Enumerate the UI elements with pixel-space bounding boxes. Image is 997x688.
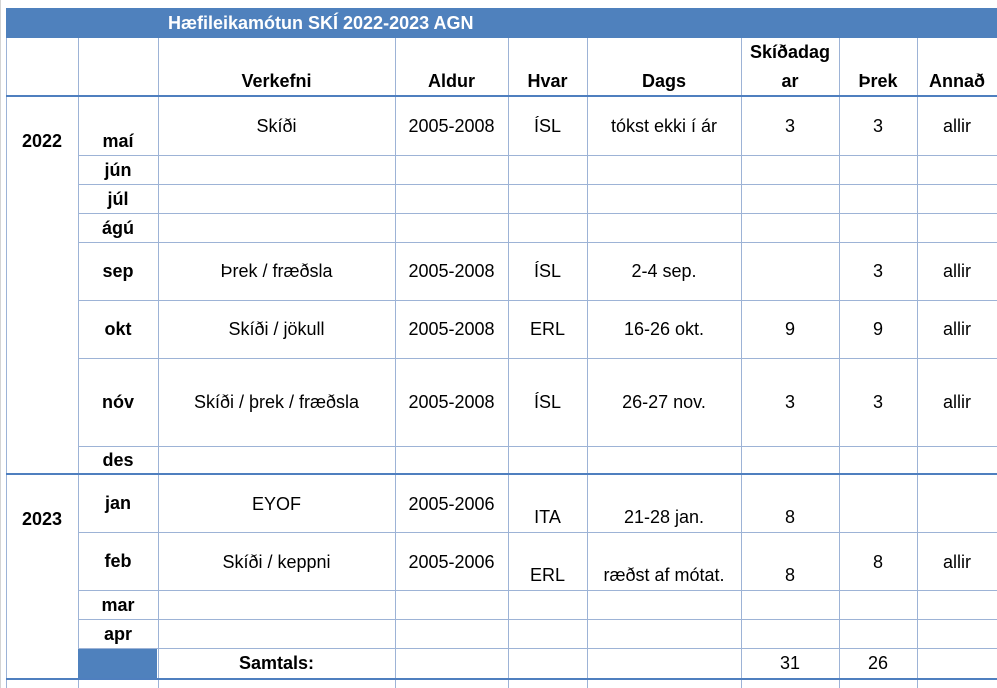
- totals-threk[interactable]: 26: [867, 653, 889, 673]
- month-label[interactable]: jún: [104, 160, 132, 180]
- totals-highlight-cell[interactable]: [78, 649, 157, 678]
- header-hvar[interactable]: Hvar: [527, 70, 568, 91]
- year-2023[interactable]: 2023: [21, 508, 63, 529]
- cell-annad[interactable]: [917, 619, 997, 648]
- month-label[interactable]: sep: [102, 260, 134, 281]
- cell-verkefni[interactable]: Þrek / fræðsla: [220, 260, 333, 281]
- month-label[interactable]: mar: [101, 595, 135, 615]
- month-label[interactable]: maí: [102, 131, 134, 151]
- cell-dags[interactable]: [587, 155, 741, 184]
- cell-threk[interactable]: [839, 474, 917, 532]
- cell-skidadagar[interactable]: 9: [784, 318, 795, 339]
- cell-skidadagar[interactable]: [741, 242, 839, 300]
- cell-annad[interactable]: [917, 474, 997, 532]
- cell-aldur[interactable]: [395, 619, 508, 648]
- month-label[interactable]: ágú: [101, 218, 134, 238]
- cell-skidadagar[interactable]: [741, 619, 839, 648]
- month-label[interactable]: apr: [103, 624, 132, 644]
- cell-verkefni[interactable]: [158, 446, 395, 474]
- cell-threk[interactable]: [839, 213, 917, 242]
- cell-aldur[interactable]: 2005-2006: [408, 494, 495, 514]
- cell-hvar[interactable]: [508, 184, 587, 213]
- header-skidadagar-line1[interactable]: Skíðadag: [749, 41, 831, 62]
- cell-verkefni[interactable]: EYOF: [251, 494, 301, 514]
- cell-hvar[interactable]: [508, 155, 587, 184]
- cell-aldur[interactable]: 2005-2008: [408, 391, 495, 412]
- cell-hvar[interactable]: ERL: [529, 565, 565, 585]
- cell-verkefni[interactable]: Skíði / jökull: [228, 318, 325, 339]
- cell-verkefni[interactable]: [158, 155, 395, 184]
- header-threk[interactable]: Þrek: [858, 70, 898, 91]
- month-label[interactable]: feb: [104, 550, 132, 571]
- cell-skidadagar[interactable]: 3: [784, 116, 795, 136]
- cell-annad[interactable]: [917, 155, 997, 184]
- sheet-gridline: [0, 0, 1, 688]
- cell-threk[interactable]: [839, 155, 917, 184]
- title-bar: [6, 8, 997, 38]
- cell-annad[interactable]: allir: [942, 318, 971, 339]
- cell-threk[interactable]: 9: [872, 318, 883, 339]
- cell-hvar[interactable]: ÍSL: [533, 260, 562, 281]
- cell-aldur[interactable]: [395, 184, 508, 213]
- cell-aldur[interactable]: 2005-2008: [408, 116, 495, 136]
- cell-aldur[interactable]: 2005-2006: [408, 552, 495, 572]
- cell-dags[interactable]: [587, 213, 741, 242]
- cell-aldur[interactable]: [395, 446, 508, 474]
- cell-dags[interactable]: 26-27 nov.: [622, 391, 706, 412]
- cell-annad[interactable]: allir: [942, 391, 971, 412]
- month-label[interactable]: okt: [104, 318, 132, 339]
- cell-hvar[interactable]: ITA: [534, 507, 561, 527]
- cell-threk[interactable]: [839, 184, 917, 213]
- cell-verkefni[interactable]: [158, 590, 395, 619]
- cell-aldur[interactable]: [395, 213, 508, 242]
- cell-annad[interactable]: allir: [942, 116, 971, 136]
- totals-label[interactable]: Samtals:: [238, 653, 315, 673]
- cell-skidadagar[interactable]: [741, 590, 839, 619]
- cell-aldur[interactable]: [395, 155, 508, 184]
- cell-dags[interactable]: 21-28 jan.: [623, 507, 705, 527]
- cell-hvar[interactable]: [508, 446, 587, 474]
- cell-skidadagar[interactable]: [741, 213, 839, 242]
- cell-threk[interactable]: 8: [872, 552, 883, 572]
- cell-threk[interactable]: [839, 446, 917, 474]
- cell-hvar[interactable]: ERL: [529, 318, 565, 339]
- month-label[interactable]: des: [102, 450, 134, 470]
- cell-dags[interactable]: 16-26 okt.: [623, 318, 705, 339]
- cell-dags[interactable]: ræðst af mótat.: [603, 565, 725, 585]
- cell-annad[interactable]: [917, 213, 997, 242]
- cell-hvar[interactable]: ÍSL: [533, 116, 562, 136]
- cell-verkefni[interactable]: [158, 619, 395, 648]
- cell-aldur[interactable]: 2005-2008: [408, 260, 495, 281]
- year-2022[interactable]: 2022: [21, 130, 63, 151]
- cell-skidadagar[interactable]: [741, 446, 839, 474]
- cell-verkefni[interactable]: Skíði / þrek / fræðsla: [193, 391, 360, 412]
- cell-threk[interactable]: 3: [872, 260, 883, 281]
- cell-dags[interactable]: [587, 446, 741, 474]
- header-annad[interactable]: Annað: [929, 70, 985, 91]
- cell-hvar[interactable]: [508, 213, 587, 242]
- cell-verkefni[interactable]: Skíði / keppni: [222, 552, 331, 572]
- table-bottom-border: [6, 678, 997, 680]
- cell-hvar[interactable]: [508, 590, 587, 619]
- cell-hvar[interactable]: [508, 619, 587, 648]
- cell-dags[interactable]: [587, 184, 741, 213]
- cell-annad[interactable]: [917, 590, 997, 619]
- header-dags[interactable]: Dags: [641, 70, 686, 91]
- cell-skidadagar[interactable]: [741, 184, 839, 213]
- sheet-title[interactable]: Hæfileikamótun SKÍ 2022-2023 AGN: [168, 13, 474, 33]
- cell-skidadagar[interactable]: 8: [784, 507, 795, 527]
- cell-skidadagar[interactable]: 8: [784, 565, 795, 585]
- cell-annad[interactable]: [917, 446, 997, 474]
- month-label[interactable]: jan: [104, 492, 131, 513]
- cell-dags[interactable]: tókst ekki í ár: [610, 116, 718, 136]
- cell-hvar[interactable]: ÍSL: [533, 391, 562, 412]
- cell-skidadagar[interactable]: [741, 155, 839, 184]
- month-label[interactable]: júl: [107, 189, 129, 209]
- cell-threk[interactable]: [839, 619, 917, 648]
- month-label[interactable]: nóv: [101, 391, 134, 412]
- cell-verkefni[interactable]: Skíði: [256, 116, 297, 136]
- cell-aldur[interactable]: [395, 590, 508, 619]
- cell-threk[interactable]: 3: [872, 116, 883, 136]
- header-aldur[interactable]: Aldur: [428, 70, 475, 91]
- cell-annad[interactable]: allir: [942, 260, 971, 281]
- cell-verkefni[interactable]: [158, 184, 395, 213]
- cell-threk[interactable]: 3: [872, 391, 883, 412]
- cell-dags[interactable]: [587, 590, 741, 619]
- cell-threk[interactable]: [839, 590, 917, 619]
- totals-skidadagar[interactable]: 31: [779, 653, 801, 673]
- header-skidadagar-line2[interactable]: ar: [781, 70, 799, 91]
- cell-annad[interactable]: allir: [942, 552, 971, 572]
- cell-dags[interactable]: [587, 619, 741, 648]
- cell-skidadagar[interactable]: 3: [784, 391, 795, 412]
- cell-verkefni[interactable]: [158, 213, 395, 242]
- cell-aldur[interactable]: 2005-2008: [408, 318, 495, 339]
- cell-annad[interactable]: [917, 184, 997, 213]
- header-verkefni[interactable]: Verkefni: [241, 70, 312, 91]
- cell-dags[interactable]: 2-4 sep.: [631, 260, 697, 281]
